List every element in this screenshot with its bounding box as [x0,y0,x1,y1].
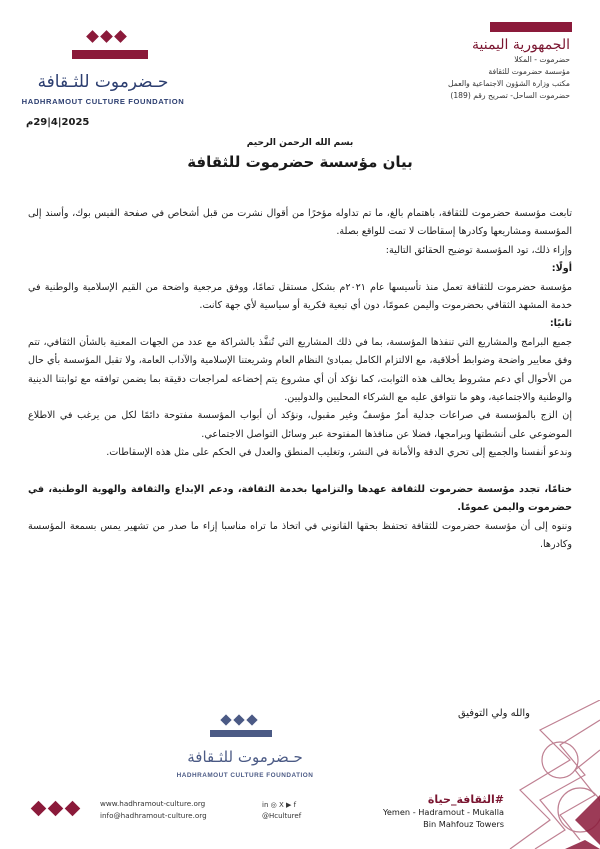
republic-script-title: الجمهورية اليمنية [471,37,570,53]
ministry-line: حضرموت الساحل- تصريح رقم (189) [450,91,570,100]
second-point-heading: ثانيًا: [549,318,572,330]
first-point-heading: أولًا: [551,263,572,275]
svg-text:حـضرموت للثـقافة: حـضرموت للثـقافة [37,72,169,92]
svg-text:HADHRAMOUT CULTURE FOUNDATION: HADHRAMOUT CULTURE FOUNDATION [176,772,314,779]
social-icons[interactable]: in ◎ X ▶ f [262,801,297,809]
first-point-text: مؤسسة حضرموت للثقافة تعمل منذ تأسيسها عام ٢٠٢١م بشكل مستقل تمامًا، ووفق مرجعية واضحة من القيم الإسلامية والوطنية في خدمة المشهد الثقافي بحضرموت واليمن عمومًا، دون أي تبعية فكرية أو سياسية لأي جهة كانت. [28,281,572,312]
email-link[interactable]: info@hadhramout-culture.org [100,811,207,820]
footer-dots-logo [30,800,82,820]
closing-statement: ختامًا، تجدد مؤسسة حضرموت للثقافة عهدها والتزامها بخدمة الثقافة، ودعم الإبداع والثقافة والهوية الوطنية، في حضرموت واليمن عمومًا. [28,483,572,514]
paragraph-4: وندعو أنفسنا والجميع إلى تحري الدقة والأمانة في النشر، وتغليب المنطق والعدل في الحكم على مثل هذه الإسقاطات. [106,447,572,459]
ministry-line: حضرموت - المكلا [514,55,570,64]
header-accent-bar [490,22,572,32]
ministry-line: مكتب وزارة الشؤون الاجتماعية والعمل [447,79,570,88]
footer-contact [100,798,207,822]
address-line: Yemen - Hadramout - Mukalla [382,807,504,817]
address-line: Bin Mahfouz Towers [423,819,504,829]
basmala: بسم الله الرحمن الرحيم [246,138,354,148]
ministry-line: مؤسسة حضرموت للثقافة [488,67,570,76]
website-link[interactable]: www.hadhramout-culture.org [100,799,206,808]
svg-text:حـضرموت للثـقافة: حـضرموت للثـقافة [187,748,303,766]
foundation-stamp [160,712,330,792]
statement-title: بيان مؤسسة حضرموت للثقافة [187,153,413,171]
intro-followup: وإزاء ذلك، تود المؤسسة توضيح الحقائق التالية: [385,244,572,256]
decorative-corner-pattern [440,700,600,849]
closing-note: وننوه إلى أن مؤسسة حضرموت للثقافة تحتفظ بحقها القانوني في اتخاذ ما تراه مناسبا إزاء ما صدر من تشهير يمس بسمعة المؤسسة وكادرها. [28,520,572,550]
ministry-header [350,36,570,102]
svg-text:HADHRAMOUT CULTURE FOUNDATION: HADHRAMOUT CULTURE FOUNDATION [21,97,185,106]
statement-body [28,205,572,554]
sign-off: والله ولي التوفيق [457,708,530,719]
letter-date: 2025|4|29م [26,117,90,128]
hashtag: #الثقافة_حياة [427,793,504,806]
intro-paragraph: تابعت مؤسسة حضرموت للثقافة، باهتمام بالغ، ما تم تداوله مؤخرًا من أقوال نشرت من قبل أشخاص في صفحة الفيس بوك، وأسند إلى المؤسسة ومشاريعها وكادرها إسقاطات لا تمت للواقع بصلة. [28,208,572,238]
social-handle[interactable]: @Hculturef [262,812,302,820]
paragraph-3: إن الزج بالمؤسسة في صراعات جدلية أمرٌ مؤسفٌ وغير مقبول، ونؤكد أن أبواب المؤسسة مفتوحة دائمًا لكل من يرغب في الاطلاع الموضوعي على أنشطتها وبرامجها، فضلا عن منافذها المفتوحة عبر وسائل التواصل الاجتماعي. [28,410,572,440]
second-point-text: جميع البرامج والمشاريع التي تنفذها المؤسسة، بما في ذلك المشاريع التي تُنفَّذ بالشراكة مع عدد من الجهات المعنية بالشأن الثقافي، تتم وفق معايير واضحة وضوابط أخلاقية، مع الالتزام الكامل بمبادئ النظام العام وشريعتنا الإسلامية والآداب العامة، ولا تقبل المؤسسة بأي حال من الأحوال أي دعم مشروط يخالف هذه الثوابت، كما نؤكد أن أي مشروع يتم إخضاعه لمراجعات دقيقة بما يضمن توافقه مع ثوابتنا الدينية والوطنية والاجتماعية، وهو ما نتوافق عليه مع الشركاء المحليين والدوليين. [28,336,572,404]
foundation-logo [18,22,188,112]
